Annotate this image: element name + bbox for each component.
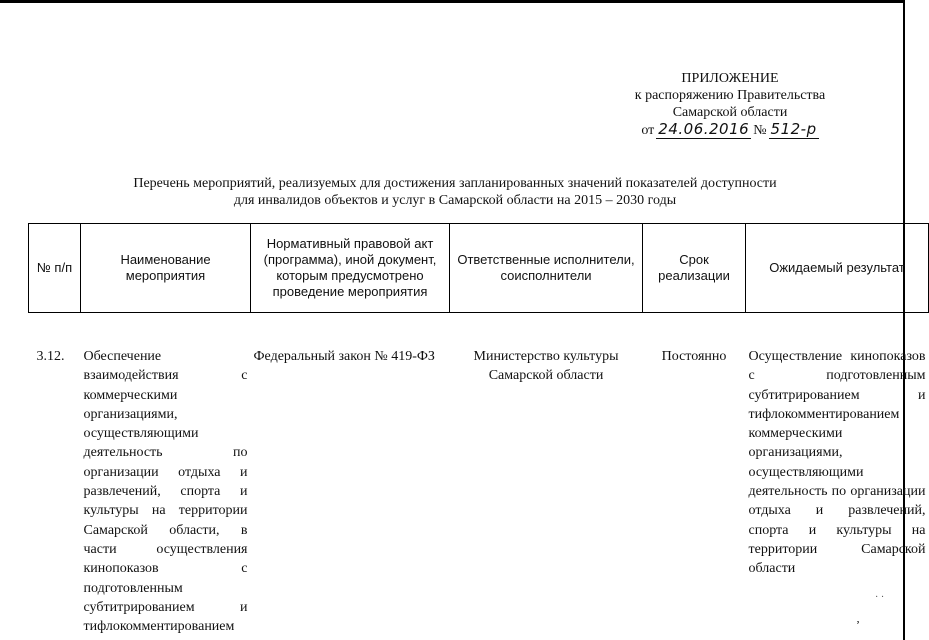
appendix-line2: Самарской области [672,105,788,120]
document-title-line2: для инвалидов объектов и услуг в Самарской области на 2015 – 2030 годы [233,193,677,208]
row-responsible: Министерство культуры Самарской области [473,349,619,384]
appendix-block [600,70,860,139]
appendix-title: ПРИЛОЖЕНИЕ [681,71,779,86]
row-name: Обеспечение взаимодействия с коммерческими организациями, осуществляющими деятельность по организации отдыха и развлечений, спорта и культуры на территории Самарской области, в части осуществления кинопоказов с подготовленным субтитрированием и тифлокомментированием [83,349,248,635]
header-term: Срок реализации [643,224,746,313]
number-label: № [753,123,767,138]
table-header-row [29,224,929,313]
table-row [29,347,929,636]
decree-number: 512-р [770,120,817,138]
row-act: Федеральный закон № 419-ФЗ [253,349,435,364]
header-num: № п/п [29,224,81,313]
row-num: 3.12. [36,349,65,364]
decree-date: 24.06.2016 [658,120,750,138]
appendix-line1: к распоряжению Правительства [634,88,826,103]
header-result: Ожидаемый результат [746,224,929,313]
from-label: от [641,123,655,138]
header-responsible: Ответственные исполнители, соисполнители [450,224,643,313]
header-act: Нормативный правовой акт (программа), иной документ, которым предусмотрено проведение мероприятия [251,224,450,313]
table-spacer [29,313,929,348]
appendix-signature-line [600,121,860,139]
header-name: Наименование мероприятия [81,224,251,313]
row-term: Постоянно [661,349,727,364]
row-result: Осуществление кинопоказов с подготовленным субтитрированием и тифлокомментированием коммерческими организациями, осуществляющими деятельность по организации отдыха и развлечений, спорта и культуры на территории Самарской области [748,349,926,577]
scan-mark-icon: ʼ [856,618,860,632]
scan-dots-icon: · · [875,592,885,603]
document-title-line1: Перечень мероприятий, реализуемых для достижения запланированных значений показателей доступности [133,176,777,191]
measures-table [28,223,929,636]
document-title [90,175,820,209]
